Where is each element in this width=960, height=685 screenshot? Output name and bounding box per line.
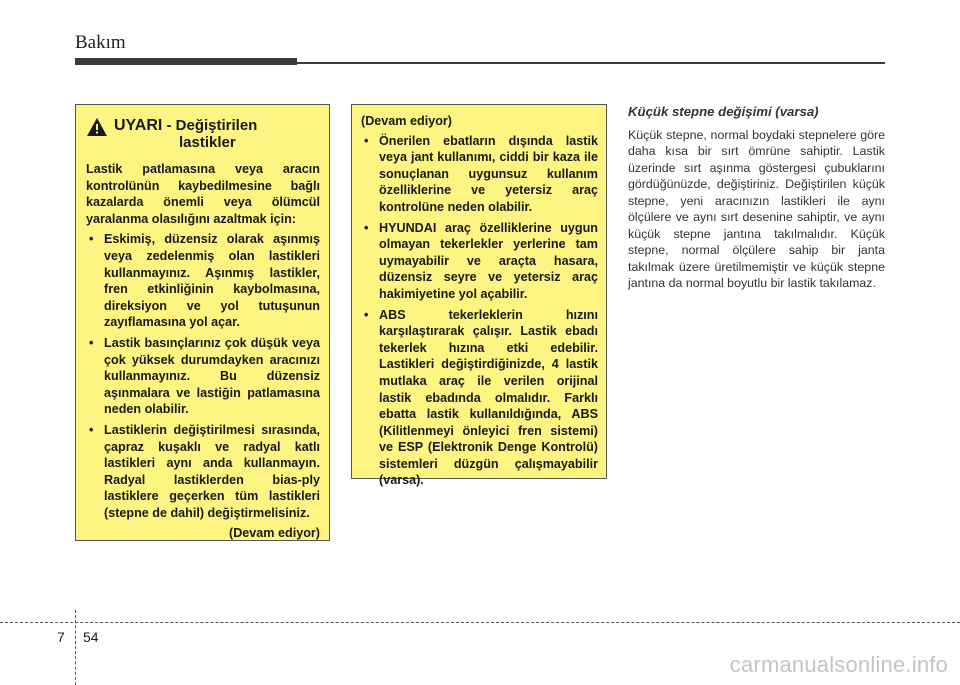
warning-box [75,104,330,541]
footer-divider [75,610,76,685]
header-rule-thin [75,62,885,64]
section-heading: Küçük stepne değişimi (varsa) [628,104,819,119]
watermark: carmanualsonline.info [729,652,948,677]
warning-list-item: • HYUNDAI araç özelliklerine uygun olmayan tekerlekler yerlerine tam uymayabilir ve araçta hasara, düzensiz seyre ve yetersiz araç hakimiyetine yol açabilir. [361,220,598,303]
footer-rule [0,622,960,623]
warning-box-continued [351,104,607,488]
page-number: 54 [83,629,99,645]
side-section [628,104,885,292]
warning-list [86,231,320,521]
warning-list [361,133,598,489]
chapter-number: 7 [57,629,65,645]
page-header-title: Bakım [75,32,126,53]
warning-title [114,117,257,151]
warning-list-item: • ABS tekerleklerin hızını karşılaştırarak çalışır. Lastik ebadı tekerlek hızına etki edebilir. Lastikleri değiştirdiğinizde, 4 lastik mutlaka araç ile verilen orijinal lastik ebadında olmalıdır. Farklı ebatta lastik kullanıldığında, ABS (Kilitlenmeyi önleyici fren sistemi) ve ESP (Elektronik Denge Kontrolü) sistemleri düzgün çalışmayabilir (varsa). [361,307,598,490]
warning-list-item: • Lastiklerin değiştirilmesi sırasında, çapraz kuşaklı ve radyal katlı lastikleri aynı anda kullanmayın. Radyal lastiklerden bias-ply lastiklere geçerken tüm lastikleri (stepne de dahil) değiştirmelisiniz. [86,422,320,522]
continued-label: (Devam ediyor) [229,526,320,541]
warning-list-item: • Eskimiş, düzensiz olarak aşınmış veya zedelenmiş olan lastikleri kullanmayınız. Aşınmış lastikler, fren etkinliğinin kaybolmasına, direksiyon ve yol tutuşunun zayıflamasına yol açar. [86,231,320,331]
continued-label: (Devam ediyor) [361,114,452,128]
warning-title-line2: lastikler [179,134,236,151]
warning-triangle-icon [86,117,108,137]
section-body: Küçük stepne, normal boydaki stepnelere göre daha kısa bir sırt ömrüne sahiptir. Lastik üzerinde sırt aşınma göstergesi çubuklarını gördüğünüzde, değiştiriniz. Değiştirilen küçük stepne, yeni aracınızın lastikleri ile aynı ölçülere ve aynı sırt desenine sahiptir, ve aynı küçük stepne jantına takılmalıdır. Küçük stepne, normal ölçülere sahip bir janta takılmak üzere üretilmemiştir ve küçük stepne jantına da normal boyutlu bir lastik takılamaz. [628,127,885,290]
warning-list-item: • Önerilen ebatların dışında lastik veya jant kullanımı, ciddi bir kaza ile sonuçlanan uygunsuz kullanım özelliklerine ve yetersiz araç kontrolüne neden olabilir. [361,133,598,216]
warning-title-sep: - [166,117,172,134]
warning-title-word: UYARI [114,117,163,134]
warning-intro: Lastik patlamasına veya aracın kontrolünün kaybedilmesine bağlı kazalarda önemli veya ölümcül yaralanma olasılığını azaltmak için: [86,162,320,226]
warning-list-item: • Lastik basınçlarınız çok düşük veya çok yüksek durumdayken aracınızı kullanmayınız. Bu düzensiz aşınmalara ve lastiğin patlamasına neden olabilir. [86,335,320,418]
warning-header [86,117,320,151]
warning-title-line1: Değiştirilen [175,117,258,134]
